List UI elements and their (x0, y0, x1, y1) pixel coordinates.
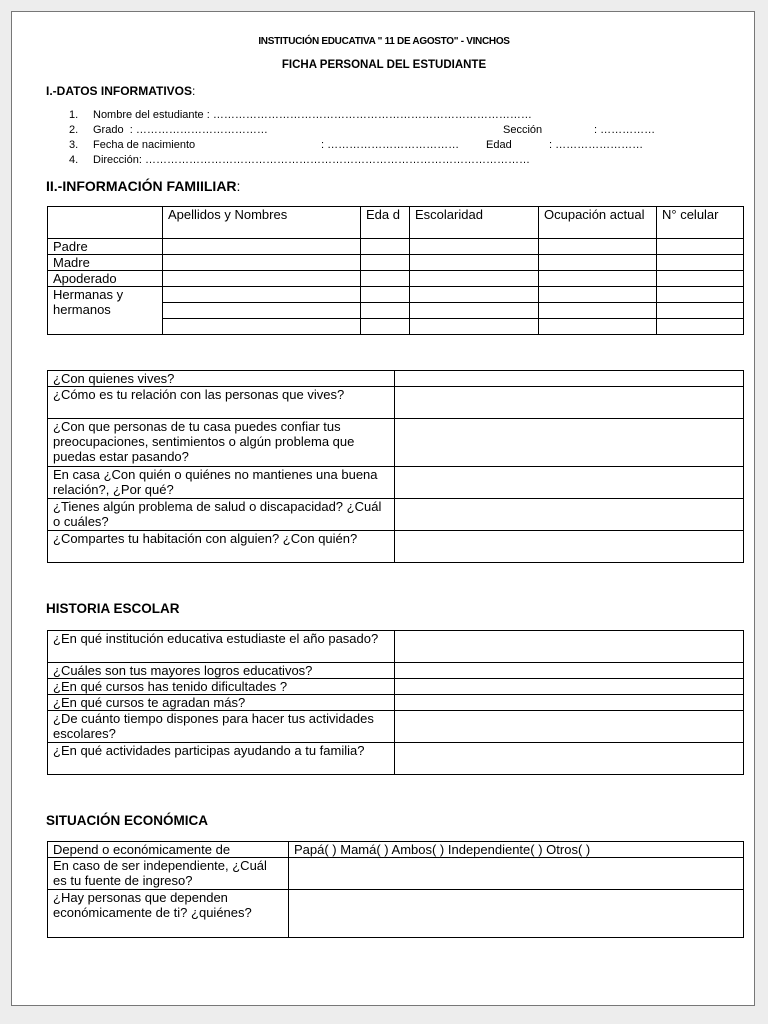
info-fill-edad: : …………………… (549, 139, 644, 151)
family-cell[interactable] (410, 255, 539, 271)
family-header-row (48, 207, 744, 239)
question-row (48, 631, 744, 663)
section-economica-title: SITUACIÓN ECONÓMICA (46, 813, 208, 828)
family-cell[interactable] (410, 287, 539, 303)
economica-table (47, 841, 744, 938)
historia-table (47, 630, 744, 775)
section-familiar-label: II.-INFORMACIÓN FAMIILIAR (46, 178, 237, 194)
family-row-padre (48, 239, 744, 255)
economica-row (48, 858, 744, 890)
family-cell[interactable] (163, 239, 361, 255)
family-cell[interactable] (657, 271, 744, 287)
economica-options[interactable]: Papá( ) Mamá( ) Ambos( ) Independiente( ) Otros( ) (289, 842, 744, 858)
question-text: ¿Tienes algún problema de salud o discapacidad? ¿Cuál o cuáles? (48, 499, 395, 531)
info-label-fecha: Fecha de nacimiento (93, 139, 196, 151)
section-familiar-colon: : (236, 178, 241, 194)
family-cell[interactable] (163, 255, 361, 271)
info-fill-grado: : ……………………………… (129, 124, 268, 136)
info-fill-nombre: : …………………………………………………………………………… (206, 109, 532, 121)
family-cell[interactable] (410, 239, 539, 255)
family-cell[interactable] (163, 287, 361, 303)
family-cell[interactable] (657, 303, 744, 319)
family-cell[interactable] (361, 287, 410, 303)
family-row-label: Apoderado (48, 271, 163, 287)
family-cell[interactable] (539, 319, 657, 335)
answer-cell[interactable] (395, 743, 744, 775)
question-text: ¿Con que personas de tu casa puedes confiar tus preocupaciones, sentimientos o algún problema que puedas estar pasando? (48, 419, 395, 467)
answer-cell[interactable] (395, 711, 744, 743)
info-num: 1. (69, 109, 79, 121)
family-row-label: Hermanas y hermanos (48, 287, 163, 335)
family-cell[interactable] (410, 303, 539, 319)
question-row (48, 711, 744, 743)
answer-cell[interactable] (395, 387, 744, 419)
family-cell[interactable] (163, 271, 361, 287)
family-header-escolaridad: Escolaridad (410, 207, 539, 239)
family-cell[interactable] (657, 239, 744, 255)
info-num: 2. (69, 124, 79, 136)
family-questions-table (47, 370, 744, 563)
info-line-direccion[interactable] (69, 154, 530, 166)
question-text: ¿En qué cursos te agradan más? (48, 695, 395, 711)
info-line-fecha[interactable] (69, 139, 195, 151)
info-fill-seccion: : …………… (594, 124, 656, 136)
answer-cell[interactable] (395, 499, 744, 531)
question-row (48, 695, 744, 711)
section-historia-title: HISTORIA ESCOLAR (46, 601, 180, 616)
question-row (48, 663, 744, 679)
family-cell[interactable] (657, 319, 744, 335)
section-familiar-title (46, 178, 240, 194)
economica-label: En caso de ser independiente, ¿Cuál es tu fuente de ingreso? (48, 858, 289, 890)
family-cell[interactable] (361, 303, 410, 319)
family-row-apoderado (48, 271, 744, 287)
family-header-celular: N° celular (657, 207, 744, 239)
info-label-seccion: Sección (503, 124, 543, 136)
family-cell[interactable] (361, 255, 410, 271)
question-text: ¿De cuánto tiempo dispones para hacer tus actividades escolares? (48, 711, 395, 743)
form-title: FICHA PERSONAL DEL ESTUDIANTE (281, 59, 487, 71)
section-datos-colon: : (192, 84, 196, 98)
section-datos-title (46, 84, 195, 98)
family-cell[interactable] (163, 319, 361, 335)
economica-label: Depend o económicamente de (48, 842, 289, 858)
question-row (48, 387, 744, 419)
question-text: ¿Cómo es tu relación con las personas que vives? (48, 387, 395, 419)
question-row (48, 679, 744, 695)
question-text: ¿Con quienes vives? (48, 371, 395, 387)
family-cell[interactable] (361, 239, 410, 255)
family-table (47, 206, 744, 335)
economica-row (48, 890, 744, 938)
answer-cell[interactable] (289, 890, 744, 938)
family-cell[interactable] (657, 287, 744, 303)
question-row (48, 499, 744, 531)
family-row-label: Madre (48, 255, 163, 271)
family-cell[interactable] (657, 255, 744, 271)
family-header-ocupacion: Ocupación actual (539, 207, 657, 239)
answer-cell[interactable] (395, 695, 744, 711)
answer-cell[interactable] (395, 371, 744, 387)
question-row (48, 743, 744, 775)
family-cell[interactable] (163, 303, 361, 319)
question-text: ¿Cuáles son tus mayores logros educativos? (48, 663, 395, 679)
question-row (48, 419, 744, 467)
info-label-grado: Grado (93, 124, 124, 136)
answer-cell[interactable] (395, 663, 744, 679)
question-text: En casa ¿Con quién o quiénes no mantienes una buena relación?, ¿Por qué? (48, 467, 395, 499)
family-cell[interactable] (410, 319, 539, 335)
question-text: ¿En qué institución educativa estudiaste el año pasado? (48, 631, 395, 663)
form-page (11, 11, 755, 1006)
family-cell[interactable] (539, 271, 657, 287)
info-line-grado[interactable] (69, 124, 268, 136)
family-row-madre (48, 255, 744, 271)
info-line-nombre[interactable] (69, 109, 532, 121)
family-header-edad: Eda d (361, 207, 410, 239)
answer-cell[interactable] (395, 679, 744, 695)
family-cell[interactable] (539, 239, 657, 255)
answer-cell[interactable] (395, 631, 744, 663)
info-fill-fecha: : ……………………………… (321, 139, 460, 151)
economica-row (48, 842, 744, 858)
info-label-nombre: Nombre del estudiante (93, 109, 204, 121)
question-text: ¿Compartes tu habitación con alguien? ¿Con quién? (48, 531, 395, 563)
question-row (48, 531, 744, 563)
info-label-edad: Edad (486, 139, 512, 151)
answer-cell[interactable] (395, 419, 744, 467)
family-header-nombres: Apellidos y Nombres (163, 207, 361, 239)
info-fill-direccion: …………………………………………………………………………………………… (144, 154, 530, 166)
family-cell[interactable] (361, 271, 410, 287)
answer-cell[interactable] (395, 531, 744, 563)
economica-label: ¿Hay personas que dependen económicamente de ti? ¿quiénes? (48, 890, 289, 938)
family-cell[interactable] (539, 303, 657, 319)
family-header-blank (48, 207, 163, 239)
question-row (48, 467, 744, 499)
info-label-direccion: Dirección: (93, 154, 142, 166)
info-num: 3. (69, 139, 79, 151)
info-line-seccion[interactable] (503, 124, 542, 136)
family-cell[interactable] (410, 271, 539, 287)
answer-cell[interactable] (289, 858, 744, 890)
answer-cell[interactable] (395, 467, 744, 499)
family-row-label: Padre (48, 239, 163, 255)
question-text: ¿En qué cursos has tenido dificultades ? (48, 679, 395, 695)
info-num: 4. (69, 154, 79, 166)
question-row (48, 371, 744, 387)
family-cell[interactable] (539, 255, 657, 271)
family-cell[interactable] (539, 287, 657, 303)
institution-name: INSTITUCIÓN EDUCATIVA " 11 DE AGOSTO" - VINCHOS (258, 36, 510, 47)
family-row-hermanos (48, 287, 744, 303)
section-datos-label: I.-DATOS INFORMATIVOS (46, 84, 192, 98)
question-text: ¿En qué actividades participas ayudando a tu familia? (48, 743, 395, 775)
family-cell[interactable] (361, 319, 410, 335)
